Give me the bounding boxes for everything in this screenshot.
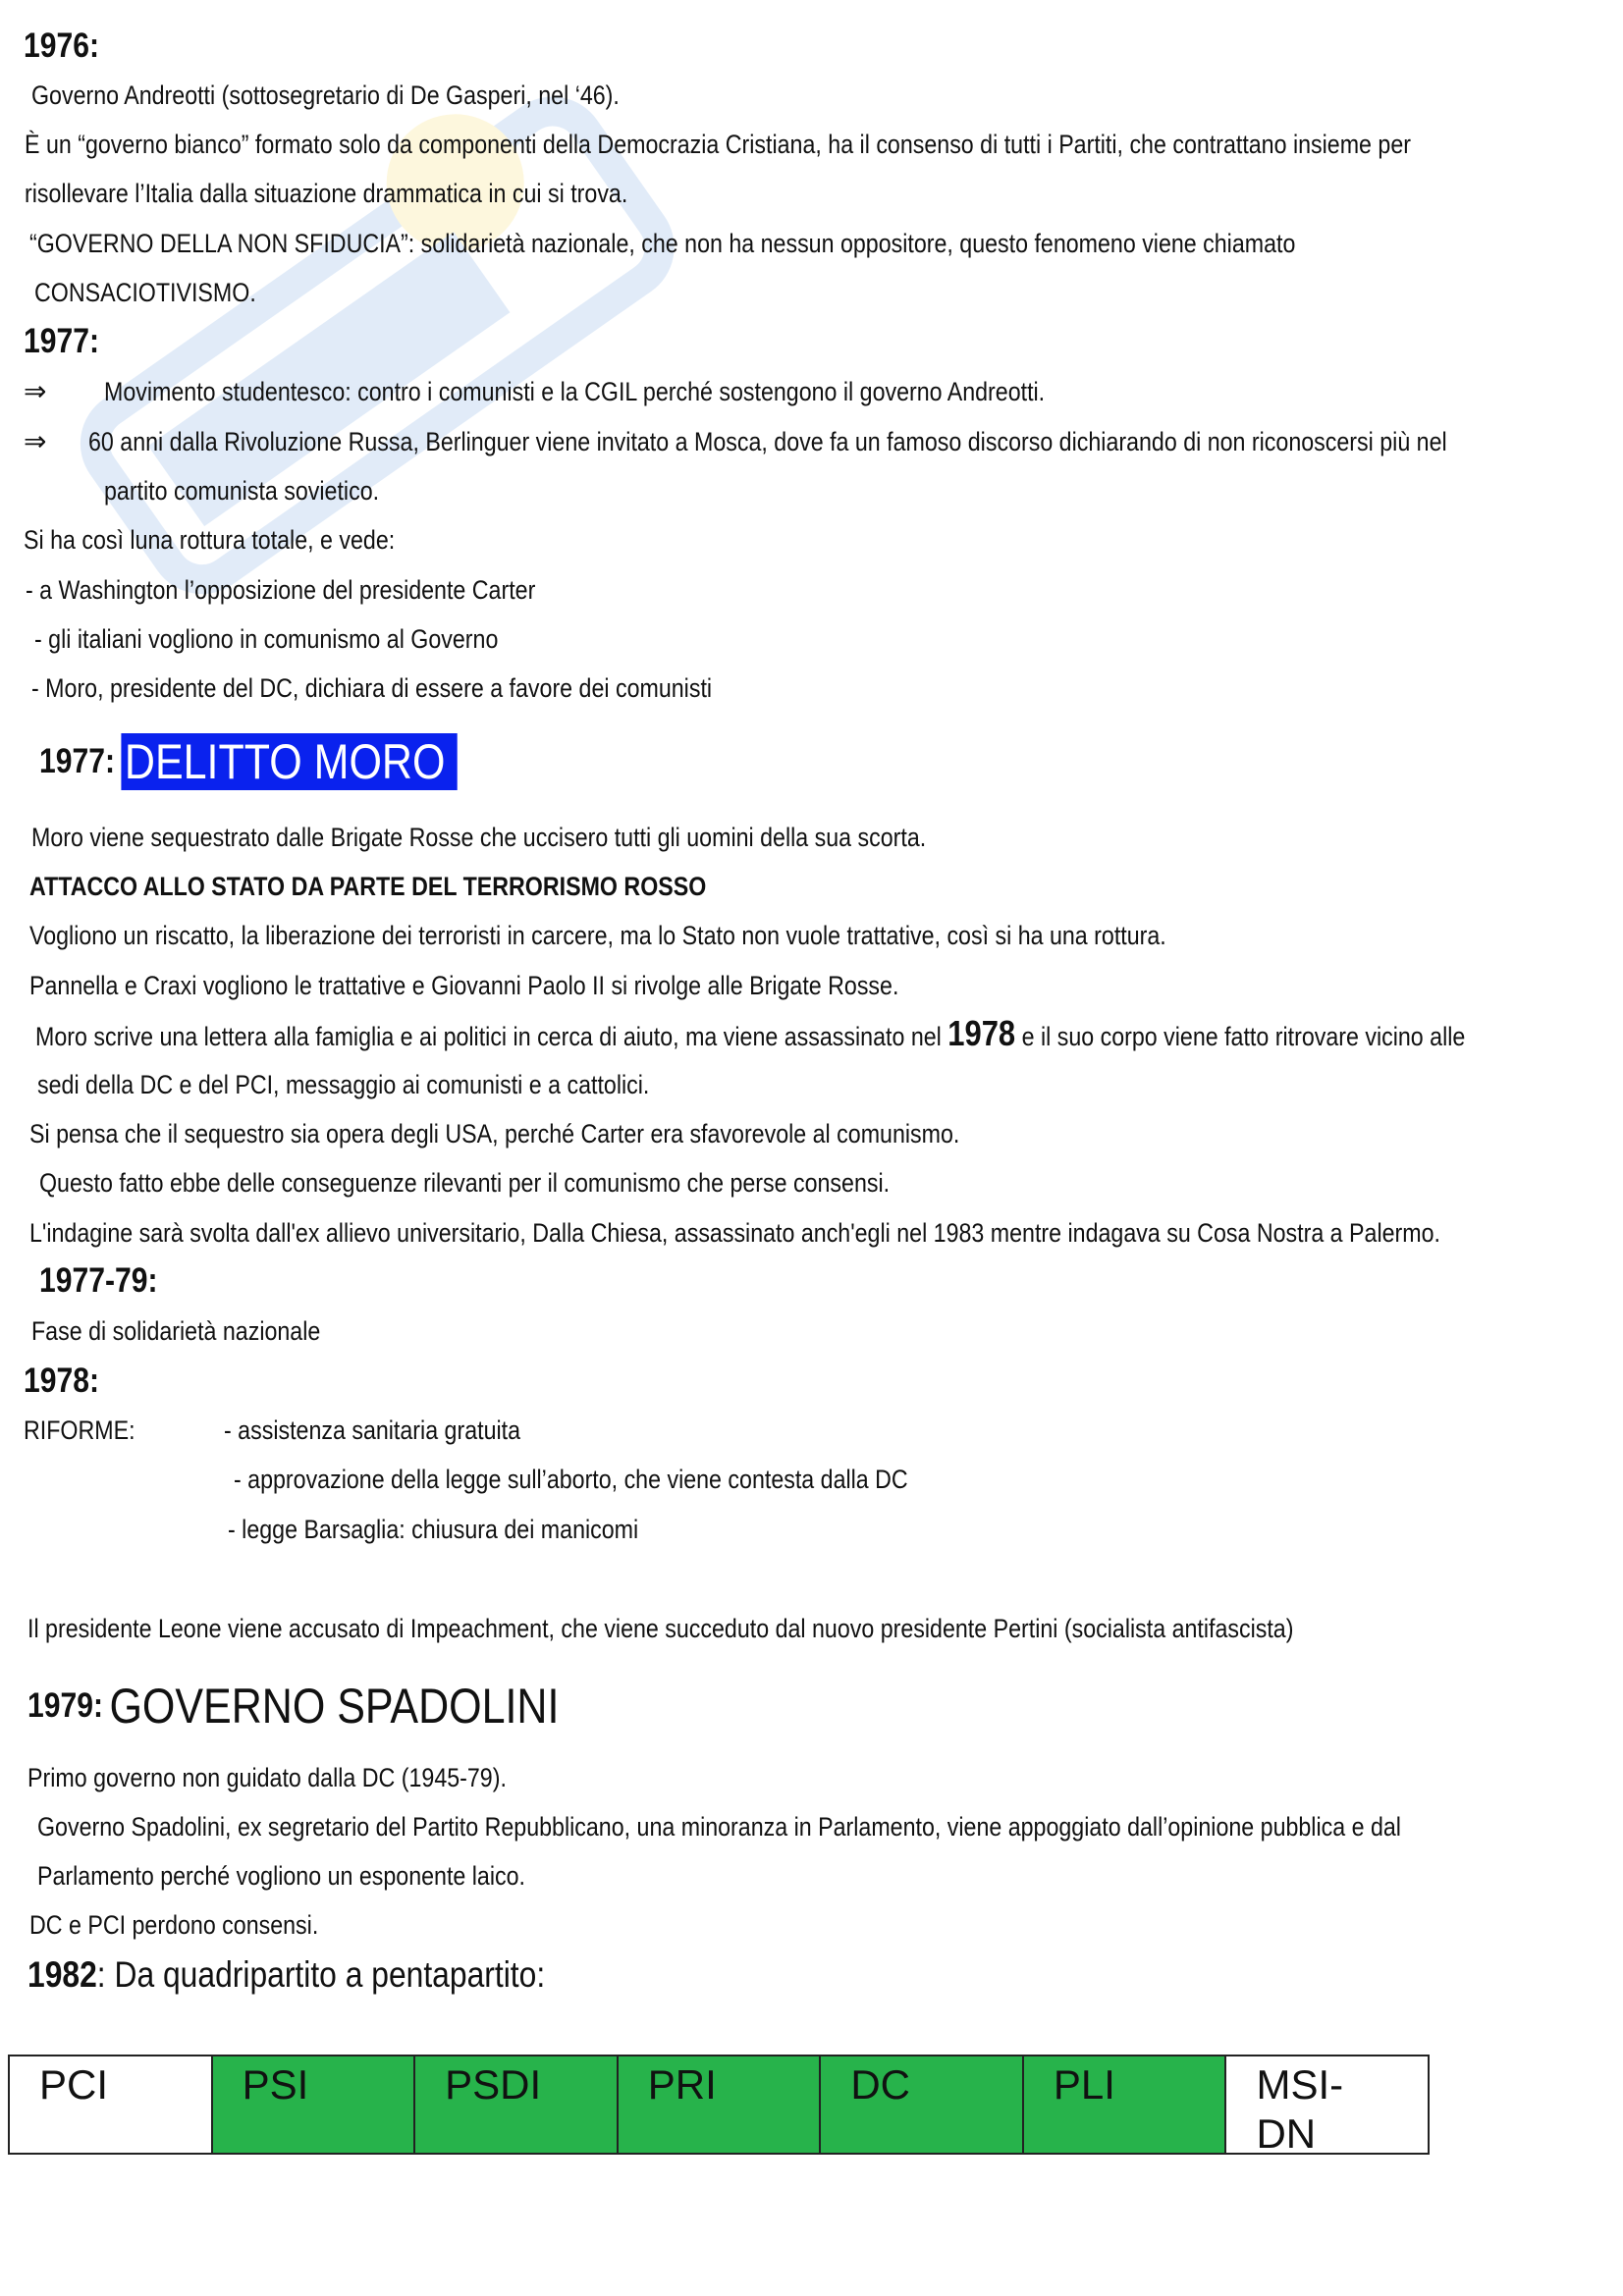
heading-1976: 1976: [24,27,99,65]
heading-governo-spadolini [27,1675,559,1735]
text-1977-79-line: Fase di solidarietà nazionale [31,1316,321,1346]
double-right-arrow-icon: ⇒ [24,425,47,457]
text-moro-line5: sedi della DC e del PCI, messaggio ai comunisti e a cattolici. [37,1070,650,1099]
heading-1982-rest: : Da quadripartito a pentapartito: [96,1954,546,1995]
text-1979-line3: Parlamento perché vogliono un esponente laico. [37,1861,525,1891]
text-moro-line7: Questo fatto ebbe delle conseguenze rilevanti per il comunismo che perse consensi. [39,1168,891,1198]
party-cell-pli: PLI [1024,2056,1227,2153]
heading-1978: 1978: [24,1362,99,1400]
text-1977-line2: - a Washington l’opposizione del presidente Carter [26,575,536,605]
text-moro-line2: Vogliono un riscatto, la liberazione dei terroristi in carcere, ma lo Stato non vuole trattative, così si ha una rottura. [29,921,1166,950]
text-1977-bullet2a: 60 anni dalla Rivoluzione Russa, Berlinguer viene invitato a Mosca, dove fa un famoso discorso dichiarando di non riconoscersi più nel [88,427,1447,456]
moro-title-highlight: DELITTO MORO [121,733,457,790]
text-1977-bullet1: Movimento studentesco: contro i comunisti e la CGIL perché sostengono il governo Andreotti. [104,377,1046,406]
heading-1982-year: 1982 [27,1954,97,1995]
party-cell-psdi: PSDI [415,2056,619,2153]
riforme-item-1: - assistenza sanitaria gratuita [224,1415,521,1445]
text-1977-line4: - Moro, presidente del DC, dichiara di essere a favore dei comunisti [31,673,713,703]
text-moro-line8: L'indagine sarà svolta dall'ex allievo universitario, Dalla Chiesa, assassinato anch'egli nel 1983 mentre indagava su Cosa Nostra a Palermo. [29,1218,1440,1248]
text-1979-line1: Primo governo non guidato dalla DC (1945-79). [27,1763,507,1792]
text-moro-line1: Moro viene sequestrato dalle Brigate Rosse che uccisero tutti gli uomini della sua scorta. [31,823,927,852]
text-moro-line3: Pannella e Craxi vogliono le trattative e Giovanni Paolo II si rivolge alle Brigate Rosse. [29,971,899,1000]
party-table [8,2055,1430,2155]
text-moro-year-1978: 1978 [947,1013,1016,1053]
text-1976-line3: risollevare l’Italia dalla situazione drammatica in cui si trova. [25,179,628,208]
text-moro-line4-a: Moro scrive una lettera alla famiglia e ai politici in cerca di aiuto, ma viene assassinato nel [35,1022,948,1051]
text-1979-line4: DC e PCI perdono consensi. [29,1910,319,1940]
text-1979-line2: Governo Spadolini, ex segretario del Partito Repubblicano, una minoranza in Parlamento, viene appoggiato dall’opinione pubblica e dal [37,1812,1401,1842]
moro-year: 1977: [39,741,115,780]
text-moro-bold: ATTACCO ALLO STATO DA PARTE DEL TERRORISMO ROSSO [29,872,707,901]
text-1977-line1: Si ha così luna rottura totale, e vede: [24,525,396,555]
heading-1977-79: 1977-79: [39,1261,158,1300]
heading-1977: 1977: [24,322,99,360]
text-1977-line3: - gli italiani vogliono in comunismo al Governo [34,624,499,654]
text-1976-line2: È un “governo bianco” formato solo da componenti della Democrazia Cristiana, ha il consenso di tutti i Partiti, che contrattano insieme per [25,130,1411,159]
party-cell-msi-dn: MSI- DN [1256,2061,1344,2157]
heading-delitto-moro [39,730,457,791]
party-cell-pci: PCI [10,2056,213,2153]
riforme-item-2: - approvazione della legge sull’aborto, che viene contesta dalla DC [234,1465,908,1494]
spadolini-year: 1979: [27,1685,103,1725]
party-cell-psi: PSI [213,2056,416,2153]
text-1976-line5: CONSACIOTIVISMO. [34,278,256,307]
double-right-arrow-icon: ⇒ [24,375,47,407]
heading-1982 [27,1953,545,1997]
text-moro-line4 [35,1013,1466,1053]
text-1976-line4: “GOVERNO DELLA NON SFIDUCIA”: solidarietà nazionale, che non ha nessun oppositore, questo fenomeno viene chiamato [29,229,1296,258]
text-leone: Il presidente Leone viene accusato di Impeachment, che viene succeduto dal nuovo presidente Pertini (socialista antifascista) [27,1614,1294,1643]
riforme-label: RIFORME: [24,1415,135,1445]
party-cell-dc: DC [821,2056,1024,2153]
text-moro-line4-b: e il suo corpo viene fatto ritrovare vicino alle [1015,1022,1466,1051]
spadolini-title: GOVERNO SPADOLINI [109,1678,560,1734]
text-1977-bullet2b: partito comunista sovietico. [104,476,380,506]
text-1976-line1: Governo Andreotti (sottosegretario di De Gasperi, nel ‘46). [31,80,620,110]
riforme-item-3: - legge Barsaglia: chiusura dei manicomi [228,1515,639,1544]
party-cell-pri: PRI [619,2056,822,2153]
text-moro-line6: Si pensa che il sequestro sia opera degli USA, perché Carter era sfavorevole al comunismo. [29,1119,960,1148]
